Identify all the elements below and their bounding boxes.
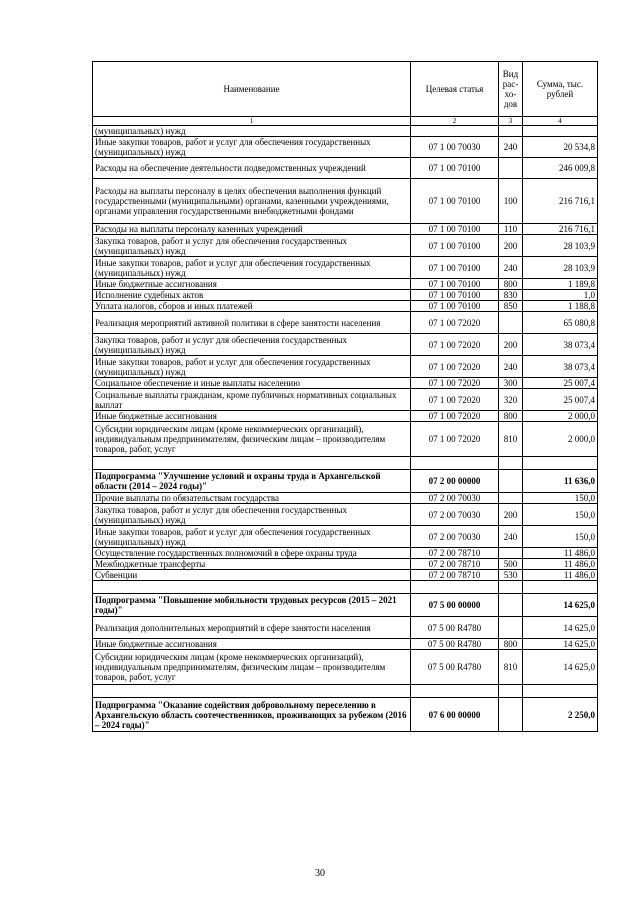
row-vid-cell [499,126,523,137]
row-sum-cell: 28 103,9 [523,235,598,257]
row-name-cell [93,685,411,698]
row-name-cell: (муниципальных) нужд [93,126,411,137]
row-vid-cell: 810 [499,422,523,457]
row-sum-cell: 2 250,0 [523,698,598,732]
table-row [93,650,598,685]
row-name-cell: Иные закупки товаров, работ и услуг для обеспечения государственных (муниципальных) нужд [93,137,411,158]
row-code-cell: 07 1 00 70100 [411,301,499,312]
row-vid-cell: 830 [499,290,523,301]
row-sum-cell: 11 636,0 [523,470,598,493]
row-vid-cell: 530 [499,570,523,581]
row-vid-cell [499,594,523,617]
row-sum-cell: 14 625,0 [523,594,598,617]
column-header-vid: Вид рас- хо- дов [499,62,523,117]
row-sum-cell: 1 188,8 [523,301,598,312]
row-code-cell: 07 1 00 70030 [411,137,499,158]
row-code-cell: 07 2 00 78710 [411,570,499,581]
row-name-cell: Иные бюджетные ассигнования [93,639,411,650]
row-sum-cell: 20 534,8 [523,137,598,158]
budget-table [92,61,598,732]
row-name-cell: Субсидии юридическим лицам (кроме некоммерческих организаций), индивидуальным предпринимателям, физическим лицам – производителям товаров, работ, услуг [93,422,411,457]
table-row [93,334,598,356]
row-name-cell: Социальные выплаты гражданам, кроме публичных нормативных социальных выплат [93,389,411,411]
column-numbers-row [93,117,598,126]
table-row [93,470,598,493]
table-row [93,224,598,235]
row-sum-cell: 2 000,0 [523,422,598,457]
row-code-cell: 07 1 00 72020 [411,422,499,457]
table-row [93,179,598,224]
row-code-cell: 07 2 00 78710 [411,559,499,570]
row-code-cell: 07 1 00 70100 [411,279,499,290]
table-row [93,559,598,570]
table-row [93,685,598,698]
row-vid-cell [499,698,523,732]
row-vid-cell: 850 [499,301,523,312]
row-code-cell: 07 2 00 78710 [411,548,499,559]
row-name-cell: Осуществление государственных полномочий в сфере охраны труда [93,548,411,559]
row-sum-cell: 25 007,4 [523,389,598,411]
table-row [93,126,598,137]
row-vid-cell: 320 [499,389,523,411]
row-vid-cell: 800 [499,639,523,650]
row-name-cell: Закупка товаров, работ и услуг для обеспечения государственных (муниципальных) нужд [93,504,411,526]
table-row [93,581,598,594]
row-code-cell [411,126,499,137]
row-vid-cell [499,312,523,334]
row-code-cell [411,457,499,470]
row-name-cell: Межбюджетные трансферты [93,559,411,570]
table-row [93,389,598,411]
row-vid-cell [499,581,523,594]
row-sum-cell: 11 486,0 [523,559,598,570]
row-vid-cell: 110 [499,224,523,235]
table-row [93,526,598,548]
row-name-cell: Подпрограмма "Улучшение условий и охраны труда в Архангельской области (2014 – 2024 годы)" [93,470,411,493]
table-row [93,158,598,179]
table-row [93,137,598,158]
row-name-cell: Расходы на выплаты персоналу казенных учреждений [93,224,411,235]
row-code-cell: 07 1 00 70100 [411,158,499,179]
row-vid-cell: 240 [499,257,523,279]
column-number: 3 [499,117,523,126]
table-row [93,594,598,617]
table-row [93,312,598,334]
column-header-name: Наименование [93,62,411,117]
row-name-cell: Реализация мероприятий активной политики в сфере занятости населения [93,312,411,334]
row-sum-cell: 38 073,4 [523,334,598,356]
row-vid-cell: 800 [499,279,523,290]
row-name-cell [93,457,411,470]
row-vid-cell [499,470,523,493]
table-row [93,356,598,378]
row-vid-cell: 240 [499,356,523,378]
row-code-cell: 07 1 00 72020 [411,378,499,389]
row-vid-cell: 200 [499,334,523,356]
row-name-cell: Иные закупки товаров, работ и услуг для обеспечения государственных (муниципальных) нужд [93,257,411,279]
table-row [93,617,598,639]
row-code-cell: 07 2 00 70030 [411,504,499,526]
table-row [93,457,598,470]
row-vid-cell [499,685,523,698]
table-row [93,378,598,389]
row-code-cell: 07 1 00 72020 [411,334,499,356]
row-name-cell: Закупка товаров, работ и услуг для обеспечения государственных (муниципальных) нужд [93,334,411,356]
column-header-code: Целевая статья [411,62,499,117]
row-name-cell: Подпрограмма "Оказание содействия добровольному переселению в Архангельскую область соотечественников, проживающих за рубежом (2016 – 2024 годы)" [93,698,411,732]
row-code-cell: 07 1 00 72020 [411,356,499,378]
row-code-cell: 07 2 00 70030 [411,493,499,504]
row-sum-cell: 1 189,8 [523,279,598,290]
row-name-cell [93,581,411,594]
row-code-cell: 07 2 00 00000 [411,470,499,493]
table-body [93,126,598,732]
row-vid-cell: 200 [499,504,523,526]
row-vid-cell: 810 [499,650,523,685]
row-sum-cell: 65 080,8 [523,312,598,334]
row-name-cell: Иные бюджетные ассигнования [93,411,411,422]
table-row [93,411,598,422]
row-name-cell: Реализация дополнительных мероприятий в сфере занятости населения [93,617,411,639]
row-sum-cell: 14 625,0 [523,617,598,639]
row-sum-cell: 150,0 [523,504,598,526]
row-name-cell: Иные закупки товаров, работ и услуг для обеспечения государственных (муниципальных) нужд [93,526,411,548]
row-vid-cell [499,457,523,470]
table-row [93,493,598,504]
row-code-cell [411,581,499,594]
row-code-cell: 07 5 00 R4780 [411,639,499,650]
row-code-cell: 07 1 00 70100 [411,257,499,279]
row-sum-cell: 11 486,0 [523,570,598,581]
row-name-cell: Субсидии юридическим лицам (кроме некоммерческих организаций), индивидуальным предпринимателям, физическим лицам – производителям товаров, работ, услуг [93,650,411,685]
row-code-cell: 07 5 00 00000 [411,594,499,617]
column-number: 4 [523,117,598,126]
row-vid-cell: 240 [499,526,523,548]
row-name-cell: Социальное обеспечение и иные выплаты населению [93,378,411,389]
row-sum-cell: 1,0 [523,290,598,301]
table-row [93,279,598,290]
row-vid-cell [499,493,523,504]
row-name-cell: Субвенции [93,570,411,581]
row-sum-cell: 14 625,0 [523,650,598,685]
row-sum-cell: 25 007,4 [523,378,598,389]
row-sum-cell: 216 716,1 [523,179,598,224]
row-sum-cell: 150,0 [523,493,598,504]
row-vid-cell: 800 [499,411,523,422]
row-code-cell: 07 5 00 R4780 [411,650,499,685]
row-sum-cell: 150,0 [523,526,598,548]
table-row [93,257,598,279]
table-row [93,301,598,312]
row-sum-cell: 216 716,1 [523,224,598,235]
page-number: 30 [315,868,325,879]
row-code-cell [411,685,499,698]
row-code-cell: 07 1 00 70100 [411,179,499,224]
row-sum-cell: 14 625,0 [523,639,598,650]
row-sum-cell: 11 486,0 [523,548,598,559]
row-name-cell: Иные бюджетные ассигнования [93,279,411,290]
row-sum-cell: 246 009,8 [523,158,598,179]
row-code-cell: 07 2 00 70030 [411,526,499,548]
row-name-cell: Иные закупки товаров, работ и услуг для обеспечения государственных (муниципальных) нужд [93,356,411,378]
row-vid-cell: 500 [499,559,523,570]
row-name-cell: Уплата налогов, сборов и иных платежей [93,301,411,312]
row-sum-cell: 38 073,4 [523,356,598,378]
row-vid-cell [499,617,523,639]
table-row [93,504,598,526]
row-sum-cell: 28 103,9 [523,257,598,279]
row-name-cell: Подпрограмма "Повышение мобильности трудовых ресурсов (2015 – 2021 годы)" [93,594,411,617]
row-vid-cell: 200 [499,235,523,257]
column-number: 1 [93,117,411,126]
table-row [93,422,598,457]
row-name-cell: Расходы на обеспечение деятельности подведомственных учреждений [93,158,411,179]
table-row [93,290,598,301]
row-code-cell: 07 1 00 70100 [411,235,499,257]
column-number: 2 [411,117,499,126]
row-sum-cell [523,581,598,594]
row-name-cell: Расходы на выплаты персоналу в целях обеспечения выполнения функций государственными (муниципальными) органами, казенными учреждениями, органами управления государственными внебюджетными фондами [93,179,411,224]
row-code-cell: 07 1 00 72020 [411,411,499,422]
row-code-cell: 07 6 00 00000 [411,698,499,732]
column-header-sum: Сумма, тыс. рублей [523,62,598,117]
table-row [93,548,598,559]
row-vid-cell: 100 [499,179,523,224]
row-sum-cell [523,457,598,470]
row-code-cell: 07 1 00 70100 [411,224,499,235]
row-code-cell: 07 1 00 72020 [411,389,499,411]
row-sum-cell: 2 000,0 [523,411,598,422]
row-code-cell: 07 1 00 70100 [411,290,499,301]
row-vid-cell: 240 [499,137,523,158]
table-header-row [93,62,598,117]
row-name-cell: Исполнение судебных актов [93,290,411,301]
row-sum-cell [523,685,598,698]
row-code-cell: 07 5 00 R4780 [411,617,499,639]
row-sum-cell [523,126,598,137]
row-vid-cell [499,158,523,179]
table-row [93,235,598,257]
row-name-cell: Прочие выплаты по обязательствам государства [93,493,411,504]
row-name-cell: Закупка товаров, работ и услуг для обеспечения государственных (муниципальных) нужд [93,235,411,257]
table-row [93,698,598,732]
table-row [93,570,598,581]
row-vid-cell [499,548,523,559]
row-vid-cell: 300 [499,378,523,389]
row-code-cell: 07 1 00 72020 [411,312,499,334]
table-row [93,639,598,650]
